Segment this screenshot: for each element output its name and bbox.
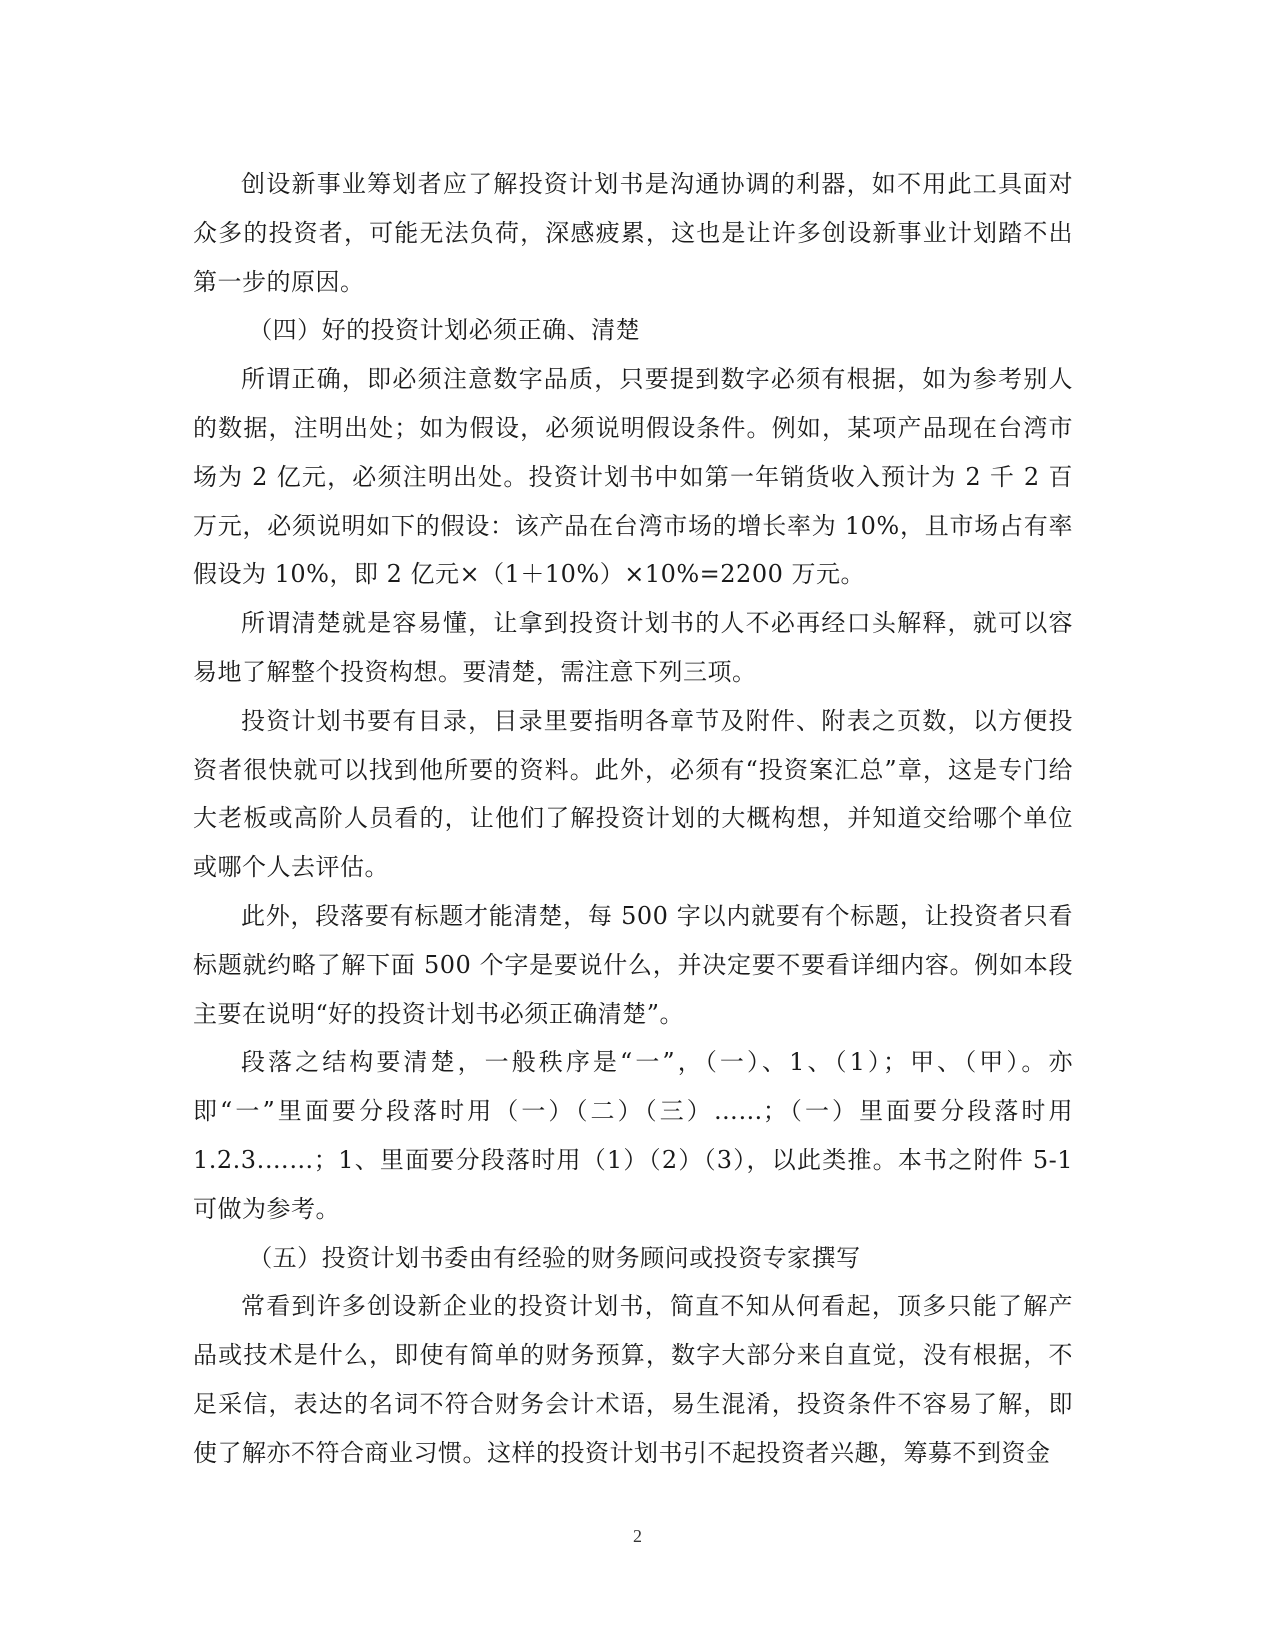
paragraph: 所谓正确，即必须注意数字品质，只要提到数字必须有根据，如为参考别人的数据，注明出处；如为假设，必须说明假设条件。例如，某项产品现在台湾市场为 2 亿元，必须注明出处。投资计划书中如第一年销货收入预计为 2 千 2 百万元，必须说明如下的假设：该产品在台湾市场的增长率为 10%，且市场占有率假设为 10%，即 2 亿元×（1＋10%）×10%=2200 万元。: [193, 365, 1073, 589]
page-number: 2: [633, 1526, 642, 1546]
paragraph: 投资计划书要有目录，目录里要指明各章节及附件、附表之页数，以方便投资者很快就可以找到他所要的资料。此外，必须有“投资案汇总”章，这是专门给大老板或高阶人员看的，让他们了解投资计划的大概构想，并知道交给哪个单位或哪个人去评估。: [193, 706, 1073, 882]
paragraph: 段落之结构要清楚，一般秩序是“一”，（一）、1、（1）；甲、（甲）。亦即“一”里面要分段落时用（一）（二）（三）……；（一）里面要分段落时用 1.2.3.……；1、里面要分段落时用（1）（2）（3），以此类推。本书之附件 5-1 可做为参考。: [193, 1048, 1073, 1223]
document-body: [193, 160, 1073, 1478]
section-heading: （四）好的投资计划必须正确、清楚: [248, 316, 641, 345]
paragraph: 创设新事业筹划者应了解投资计划书是沟通协调的利器，如不用此工具面对众多的投资者，可能无法负荷，深感疲累，这也是让许多创设新事业计划踏不出第一步的原因。: [193, 170, 1073, 296]
paragraph: 常看到许多创设新企业的投资计划书，简直不知从何看起，顶多只能了解产品或技术是什么，即使有简单的财务预算，数字大部分来自直觉，没有根据，不足采信，表达的名词不符合财务会计术语，易生混淆，投资条件不容易了解，即使了解亦不符合商业习惯。这样的投资计划书引不起投资者兴趣，筹募不到资金: [193, 1292, 1073, 1467]
section-heading: （五）投资计划书委由有经验的财务顾问或投资专家撰写: [248, 1243, 861, 1272]
paragraph: 此外，段落要有标题才能清楚，每 500 字以内就要有个标题，让投资者只看标题就约略了解下面 500 个字是要说什么，并决定要不要看详细内容。例如本段主要在说明“好的投资计划书必须正确清楚”。: [193, 901, 1073, 1028]
paragraph: 所谓清楚就是容易懂，让拿到投资计划书的人不必再经口头解释，就可以容易地了解整个投资构想。要清楚，需注意下列三项。: [193, 609, 1073, 686]
